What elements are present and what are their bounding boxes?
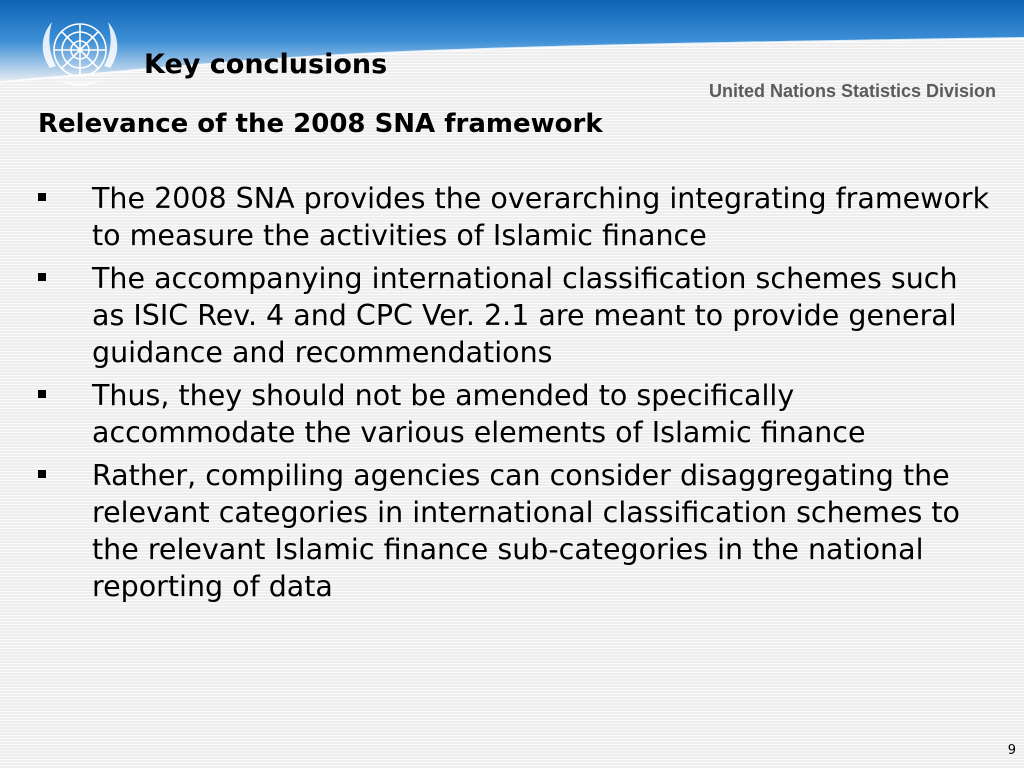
organization-name: United Nations Statistics Division	[709, 81, 997, 101]
bullet-item	[38, 180, 998, 254]
bullet-square-icon	[38, 193, 46, 201]
bullet-square-icon	[38, 390, 46, 398]
section-heading: Relevance of the 2008 SNA framework	[38, 109, 603, 139]
un-emblem-icon	[30, 10, 130, 94]
page-number: 9	[1007, 743, 1016, 758]
bullet-text: Thus, they should not be amended to specifically accommodate the various elements of Islamic finance	[92, 379, 866, 449]
slide-title: Key conclusions	[144, 49, 388, 80]
bullet-item	[38, 457, 998, 605]
bullet-item	[38, 377, 998, 451]
bullet-list	[38, 180, 998, 611]
bullet-square-icon	[38, 470, 46, 478]
bullet-text: The accompanying international classification schemes such as ISIC Rev. 4 and CPC Ver. 2.1 are meant to provide general guidance and recommendations	[92, 262, 958, 369]
bullet-square-icon	[38, 273, 46, 281]
bullet-text: Rather, compiling agencies can consider disaggregating the relevant categories in international classification schemes to the relevant Islamic finance sub-categories in the national reporting of data	[92, 459, 960, 603]
bullet-item	[38, 260, 998, 371]
bullet-text: The 2008 SNA provides the overarching integrating framework to measure the activities of Islamic finance	[92, 182, 990, 252]
